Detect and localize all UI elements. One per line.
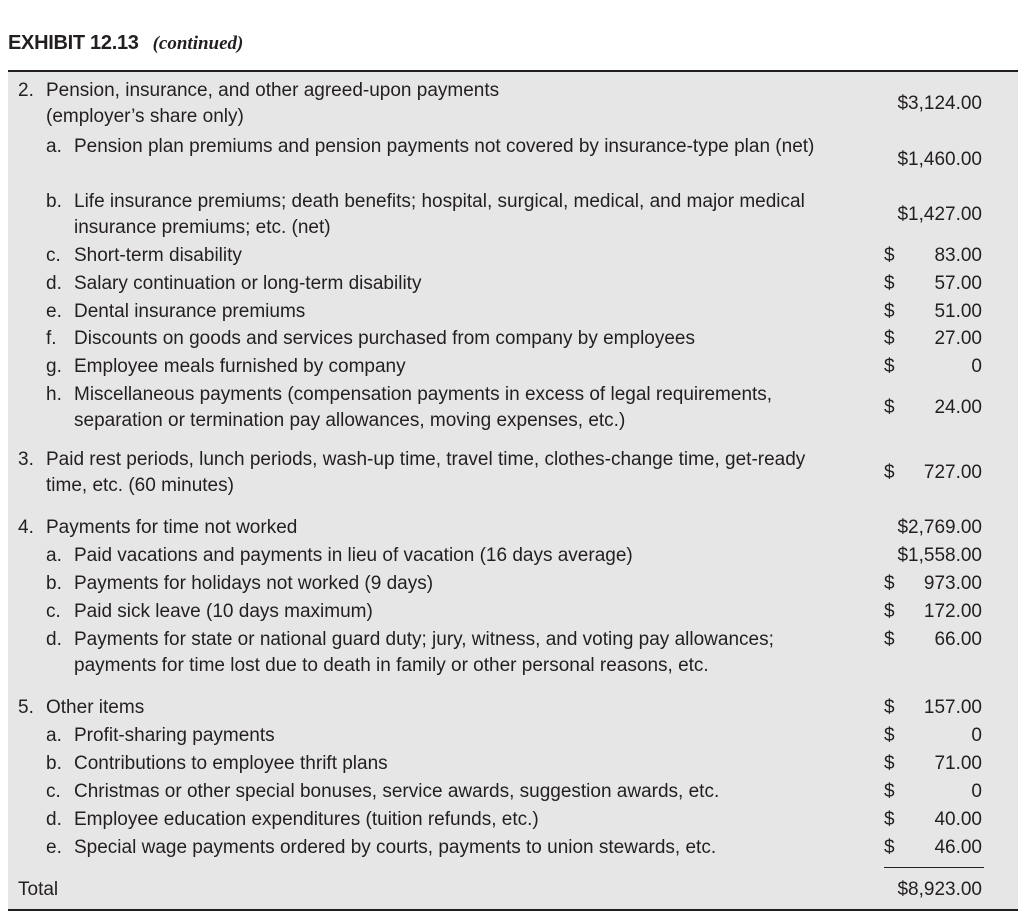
dollar-sign: $ bbox=[884, 573, 895, 594]
subitem-text: Pension plan premiums and pension payments not covered by insurance-type plan (net) bbox=[74, 136, 815, 157]
dollar-sign: $ bbox=[884, 462, 895, 483]
dollar-sign: $ bbox=[884, 725, 895, 746]
subitem-text: Paid sick leave (10 days maximum) bbox=[74, 601, 373, 622]
subitem-number: d. bbox=[46, 809, 62, 830]
benefits-table bbox=[8, 70, 1018, 911]
dollar-sign: $ bbox=[884, 273, 895, 294]
subitem-number: d. bbox=[46, 629, 62, 650]
subitem-text: Payments for holidays not worked (9 days) bbox=[74, 573, 434, 594]
subitem-text: Dental insurance premiums bbox=[74, 301, 306, 322]
item-text: Other items bbox=[46, 697, 145, 718]
subitem-number: a. bbox=[46, 136, 62, 157]
subitem-number: h. bbox=[46, 384, 62, 405]
dollar-sign: $ bbox=[884, 837, 895, 858]
dollar-sign: $ bbox=[884, 301, 895, 322]
subitem-amount: 71.00 bbox=[934, 753, 982, 774]
dollar-sign: $ bbox=[884, 397, 895, 418]
subitem-text: Life insurance premiums; death benefits; hospital, surgical, medical, and major medical insurance premiums; etc. (net) bbox=[74, 191, 805, 238]
item-number: 5. bbox=[18, 697, 34, 718]
subitem-amount: 57.00 bbox=[934, 273, 982, 294]
subitem-amount: 0 bbox=[971, 356, 982, 377]
item-text: Paid rest periods, lunch periods, wash-up time, travel time, clothes-change time, get-ready time, etc. (60 minutes) bbox=[46, 449, 806, 496]
total-amount: $8,923.00 bbox=[897, 879, 982, 900]
subitem-amount: 973.00 bbox=[923, 573, 982, 594]
item-amount: $2,769.00 bbox=[897, 517, 982, 538]
item-amount: 727.00 bbox=[923, 462, 982, 483]
subitem-amount: $1,427.00 bbox=[897, 204, 982, 225]
subitem-amount: 51.00 bbox=[934, 301, 982, 322]
item-text: Pension, insurance, and other agreed-upon payments (employer’s share only) bbox=[46, 80, 500, 127]
subitem-number: b. bbox=[46, 753, 62, 774]
subitem-text: Miscellaneous payments (compensation payments in excess of legal requirements, separation or termination pay allowances, moving expenses, etc.) bbox=[74, 384, 773, 431]
subitem-amount: $1,558.00 bbox=[897, 545, 982, 566]
item-number: 4. bbox=[18, 517, 34, 538]
item-amount: $3,124.00 bbox=[897, 93, 982, 114]
dollar-sign: $ bbox=[884, 245, 895, 266]
subitem-amount: 46.00 bbox=[934, 837, 982, 858]
subitem-number: c. bbox=[46, 601, 61, 622]
subitem-amount: 0 bbox=[971, 781, 982, 802]
exhibit-label: EXHIBIT 12.13 bbox=[8, 32, 139, 54]
subitem-text: Paid vacations and payments in lieu of vacation (16 days average) bbox=[74, 545, 633, 566]
subitem-text: Christmas or other special bonuses, service awards, suggestion awards, etc. bbox=[74, 781, 720, 802]
subitem-amount: 0 bbox=[971, 725, 982, 746]
subitem-text: Employee meals furnished by company bbox=[74, 356, 406, 377]
subitem-amount: 83.00 bbox=[934, 245, 982, 266]
subitem-number: a. bbox=[46, 545, 62, 566]
subitem-number: c. bbox=[46, 245, 61, 266]
subitem-amount: 24.00 bbox=[934, 397, 982, 418]
subitem-number: b. bbox=[46, 573, 62, 594]
total-label: Total bbox=[18, 879, 59, 900]
subitem-text: Profit-sharing payments bbox=[74, 725, 275, 746]
subitem-text: Contributions to employee thrift plans bbox=[74, 753, 388, 774]
subitem-number: e. bbox=[46, 301, 62, 322]
subitem-number: a. bbox=[46, 725, 62, 746]
dollar-sign: $ bbox=[884, 697, 895, 718]
subitem-text: Short-term disability bbox=[74, 245, 242, 266]
dollar-sign: $ bbox=[884, 328, 895, 349]
subitem-number: d. bbox=[46, 273, 62, 294]
subitem-amount: 172.00 bbox=[923, 601, 982, 622]
item-number: 3. bbox=[18, 449, 34, 470]
continued-label: (continued) bbox=[152, 33, 244, 54]
dollar-sign: $ bbox=[884, 753, 895, 774]
item-amount: 157.00 bbox=[923, 697, 982, 718]
dollar-sign: $ bbox=[884, 809, 895, 830]
subitem-number: c. bbox=[46, 781, 61, 802]
subitem-number: f. bbox=[46, 328, 57, 349]
dollar-sign: $ bbox=[884, 629, 895, 650]
item-number: 2. bbox=[18, 80, 34, 101]
item-text: Payments for time not worked bbox=[46, 517, 298, 538]
total-rule bbox=[884, 867, 984, 868]
subitem-text: Discounts on goods and services purchased from company by employees bbox=[74, 328, 695, 349]
subitem-text: Salary continuation or long-term disability bbox=[74, 273, 422, 294]
subitem-text: Employee education expenditures (tuition refunds, etc.) bbox=[74, 809, 539, 830]
dollar-sign: $ bbox=[884, 601, 895, 622]
exhibit-title bbox=[8, 32, 243, 56]
dollar-sign: $ bbox=[884, 356, 895, 377]
subitem-amount: $1,460.00 bbox=[897, 149, 982, 170]
subitem-text: Special wage payments ordered by courts, payments to union stewards, etc. bbox=[74, 837, 717, 858]
subitem-text: Payments for state or national guard duty; jury, witness, and voting pay allowances; payments for time lost due to death in family or other personal reasons, etc. bbox=[74, 629, 774, 676]
subitem-amount: 27.00 bbox=[934, 328, 982, 349]
subitem-number: e. bbox=[46, 837, 62, 858]
subitem-number: b. bbox=[46, 191, 62, 212]
subitem-number: g. bbox=[46, 356, 62, 377]
subitem-amount: 66.00 bbox=[934, 629, 982, 650]
subitem-amount: 40.00 bbox=[934, 809, 982, 830]
dollar-sign: $ bbox=[884, 781, 895, 802]
